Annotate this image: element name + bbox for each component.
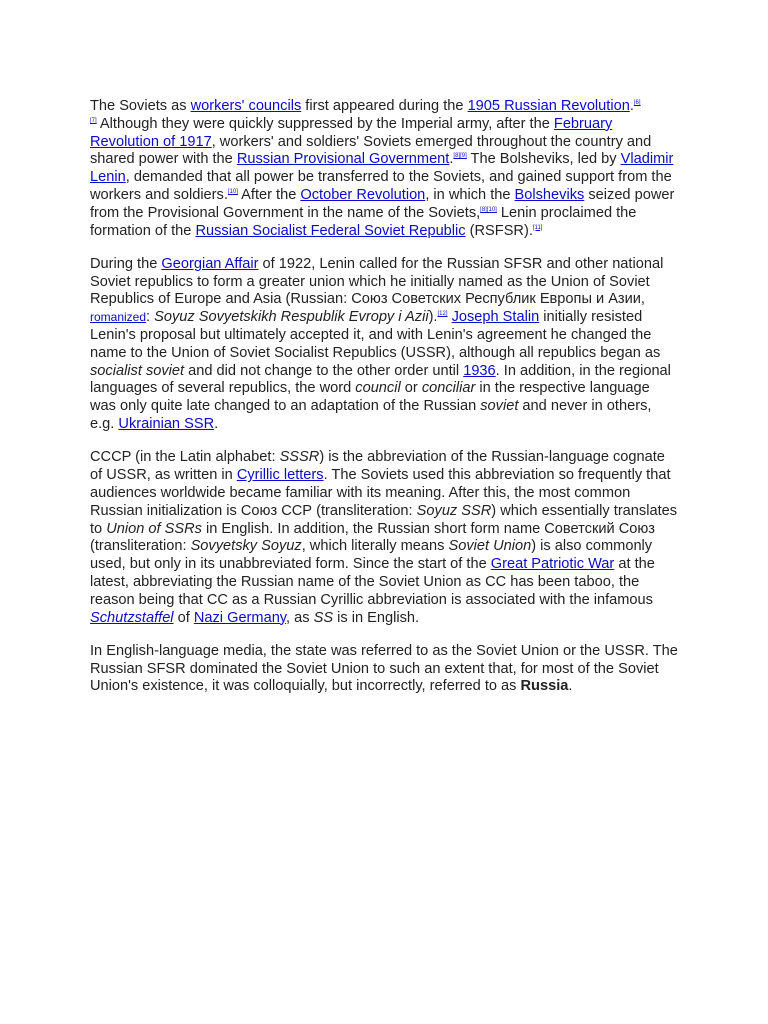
citation-10[interactable]: [10] — [227, 188, 238, 195]
link-october-revolution[interactable]: October Revolution — [300, 186, 426, 203]
link-schutzstaffel[interactable] — [90, 610, 174, 626]
text: , as — [286, 609, 314, 626]
text: or — [400, 380, 422, 397]
link-1905-russian-revolution[interactable]: 1905 Russian Revolution — [467, 98, 630, 114]
text: CCCP (in the Latin alphabet: — [90, 449, 280, 466]
text: , which literally means — [301, 538, 449, 555]
citation-6[interactable]: [6] — [633, 100, 641, 106]
link-bolsheviks[interactable]: Bolsheviks — [514, 186, 585, 203]
text: , workers' and soldiers' Soviets emerged throughout the country and shared power with the — [90, 133, 652, 168]
text: The Soviets as — [90, 98, 191, 114]
italic-text: socialist soviet — [90, 362, 185, 379]
text: . — [214, 416, 219, 433]
italic-text: Sovyetsky Soyuz — [190, 538, 302, 555]
italic-text: conciliar — [421, 380, 476, 397]
text: . — [568, 678, 573, 695]
citation-8[interactable]: [8] — [453, 153, 461, 160]
italic-text: SS — [313, 609, 334, 626]
text: . In addition, in the regional languages of several republics, the word — [90, 362, 671, 397]
italic-text: SSSR — [279, 449, 320, 466]
text: ) which essentially translates to — [90, 502, 678, 537]
text: After the — [237, 186, 301, 203]
text: ) is also commonly used, but only in its unabbreviated form. Since the start of the — [90, 538, 653, 573]
article-body — [90, 98, 678, 712]
text: Although they were quickly suppressed by the Imperial army, after the — [96, 115, 554, 132]
link-great-patriotic-war[interactable]: Great Patriotic War — [490, 556, 615, 573]
text: . — [629, 98, 634, 114]
bold-text-russia: Russia — [520, 678, 569, 695]
text: . The Soviets used this abbreviation so frequently that audiences worldwide became familiar with its meaning. After this, the most common Russian initialization is Союз ССР (transliteration: — [90, 467, 671, 519]
italic-text: Soyuz SSR — [416, 502, 492, 519]
link-georgian-affair[interactable]: Georgian Affair — [161, 255, 259, 272]
paragraph-english-media — [90, 643, 678, 696]
text: at the latest, abbreviating the Russian name of the Soviet Union as CC has been taboo, the reason being that CC as a Russian Cyrillic abbreviation is associated with the infamous — [90, 556, 655, 608]
citation-8b[interactable]: [8] — [480, 206, 487, 213]
text: Lenin proclaimed the formation of the — [90, 204, 637, 239]
paragraph-cccp-abbreviation — [90, 449, 678, 627]
text: in the respective language was only quite late changed to an adaptation of the Russian — [90, 380, 650, 415]
link-nazi-germany[interactable]: Nazi Germany — [193, 609, 287, 626]
link-ukrainian-ssr[interactable]: Ukrainian SSR — [118, 416, 215, 433]
italic-text: soviet — [480, 398, 519, 415]
citation-10b[interactable]: [10] — [486, 206, 497, 213]
link-rsfsr[interactable]: Russian Socialist Federal Soviet Republic — [195, 222, 466, 239]
link-romanized[interactable]: romanized — [90, 310, 147, 325]
citation-7[interactable]: [7] — [90, 117, 97, 124]
text: is in English. — [333, 609, 420, 626]
link-1936[interactable]: 1936 — [463, 362, 496, 379]
text: , in which the — [425, 186, 515, 203]
text: initially resisted Lenin's proposal but ultimately accepted it, and with Lenin's agreement he changed the name to the Union of Soviet Socialist Republics (USSR), although all republics began as — [90, 309, 661, 361]
citation-9[interactable]: [9] — [460, 153, 467, 160]
citation-11[interactable]: [11] — [532, 224, 543, 231]
text: ). — [428, 309, 438, 326]
text: first appeared during the — [301, 98, 468, 114]
text: of 1922, Lenin called for the Russian SFSR and other national Soviet republics to form a greater union which he initially named as the Union of Soviet Republics of Europe and Asia (Russian: Союз Советских Республик Европы и Азии, — [90, 255, 664, 308]
link-cyrillic-letters[interactable]: Cyrillic letters — [236, 467, 324, 484]
link-february-revolution[interactable]: February Revolution of 1917 — [90, 115, 613, 150]
paragraph-soviets-origin — [90, 98, 678, 240]
text: In English-language media, the state was referred to as the Soviet Union or the USSR. The Russian SFSR dominated the Soviet Union to such an extent that, for most of the Soviet Union's existence, it was colloquially, but incorrectly, referred to as — [90, 642, 678, 695]
link-russian-provisional-government[interactable]: Russian Provisional Government — [236, 151, 450, 168]
text: and did not change to the other order until — [184, 362, 464, 379]
text: seized power from the Provisional Government in the name of the Soviets, — [90, 186, 675, 221]
italic-text: Soviet Union — [448, 538, 532, 555]
text: : — [146, 309, 155, 326]
citation-12[interactable]: [12] — [437, 311, 448, 318]
italic-text: Soyuz Sovyetskikh Respublik Evropy i Azii — [154, 309, 429, 326]
text: , demanded that all power be transferred to the Soviets, and gained support from the workers and soldiers. — [90, 169, 672, 203]
italic-link-text: Schutzstaffel — [90, 609, 174, 626]
text: of — [173, 609, 194, 626]
link-joseph-stalin[interactable]: Joseph Stalin — [451, 309, 540, 326]
paragraph-union-naming — [90, 256, 678, 434]
italic-text: council — [355, 380, 401, 397]
italic-text: Union of SSRs — [106, 520, 202, 537]
link-vladimir-lenin[interactable]: Vladimir Lenin — [90, 151, 674, 186]
text: in English. In addition, the Russian short form name Советский Союз (transliteration: — [90, 520, 656, 555]
text: During the — [90, 255, 162, 272]
link-workers-councils[interactable]: workers' councils — [190, 98, 302, 114]
text: ) is the abbreviation of the Russian-language cognate of USSR, as written in — [90, 449, 665, 484]
text: and never in others, e.g. — [90, 398, 652, 433]
text: . — [449, 151, 454, 168]
text: The Bolsheviks, led by — [466, 151, 621, 168]
text: (RSFSR). — [465, 222, 533, 239]
